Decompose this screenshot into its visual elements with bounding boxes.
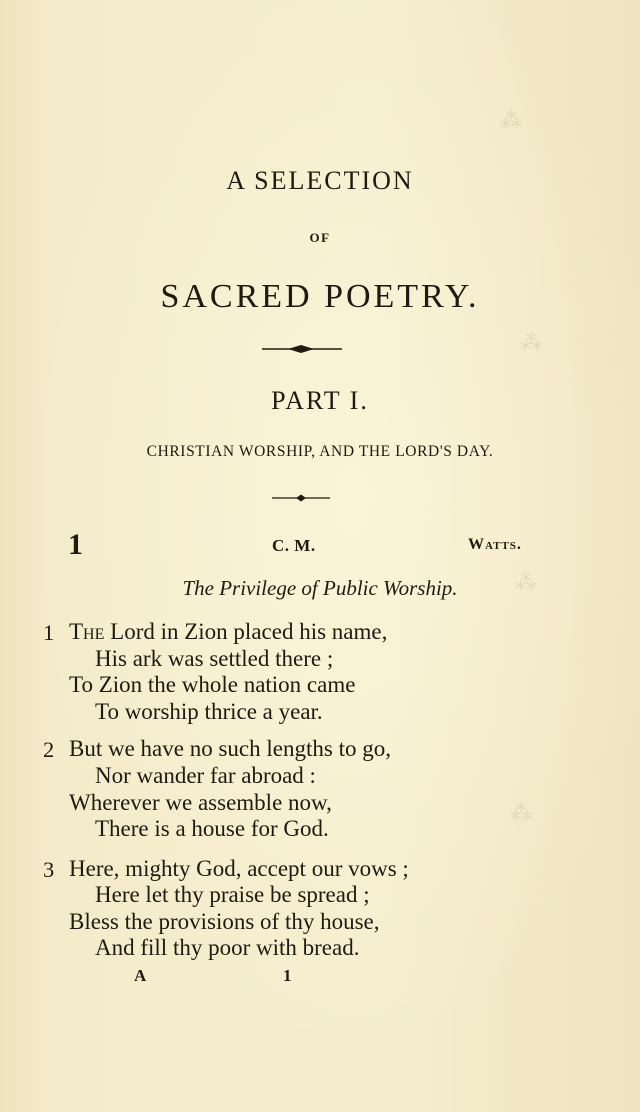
bleed-through-texture: ⁂ <box>515 570 537 595</box>
stanza-number: 1 <box>43 620 55 645</box>
stanza-line: Nor wander far abroad : <box>95 763 316 788</box>
stanza-line: And fill thy poor with bread. <box>95 935 360 960</box>
stanza-line: To worship thrice a year. <box>95 699 323 724</box>
stanza-line: To Zion the whole nation came <box>69 672 356 697</box>
hymn-title: The Privilege of Public Worship. <box>182 576 458 600</box>
stanza-line: His ark was settled there ; <box>95 646 334 671</box>
stanza-number: 2 <box>43 737 55 762</box>
hymn-meter: C. M. <box>272 536 316 555</box>
stanza-line-rest: Lord in Zion placed his name, <box>104 619 388 644</box>
heading-sacred-poetry: SACRED POETRY. <box>160 278 480 315</box>
bleed-through-texture: ⁂ <box>500 108 522 133</box>
stanza-line: There is a house for God. <box>95 816 329 841</box>
page-number: 1 <box>283 966 292 985</box>
stanza-line: Here let thy praise be spread ; <box>95 882 370 907</box>
stanza-line <box>69 619 387 645</box>
stanza-line: But we have no such lengths to go, <box>69 736 391 761</box>
ornamental-rule-bottom <box>0 492 640 504</box>
printer-signature-mark: A <box>134 966 147 985</box>
heading-of: OF <box>309 230 331 245</box>
ornamental-rule-top <box>0 343 640 355</box>
part-title: PART I. <box>271 386 369 415</box>
bleed-through-texture: ⁂ <box>520 330 542 355</box>
stanza-line: Wherever we assemble now, <box>69 790 332 815</box>
bleed-through-texture: ⁂ <box>510 800 532 825</box>
heading-selection: A SELECTION <box>226 166 414 195</box>
stanza-line: Here, mighty God, accept our vows ; <box>69 856 409 881</box>
stanza-number: 3 <box>43 857 55 882</box>
part-subtitle: CHRISTIAN WORSHIP, AND THE LORD'S DAY. <box>146 443 494 460</box>
hymn-author: Watts. <box>468 536 522 553</box>
stanza-initial-word: The <box>69 619 105 644</box>
hymn-number: 1 <box>68 528 83 561</box>
stanza-line: Bless the provisions of thy house, <box>69 909 380 934</box>
